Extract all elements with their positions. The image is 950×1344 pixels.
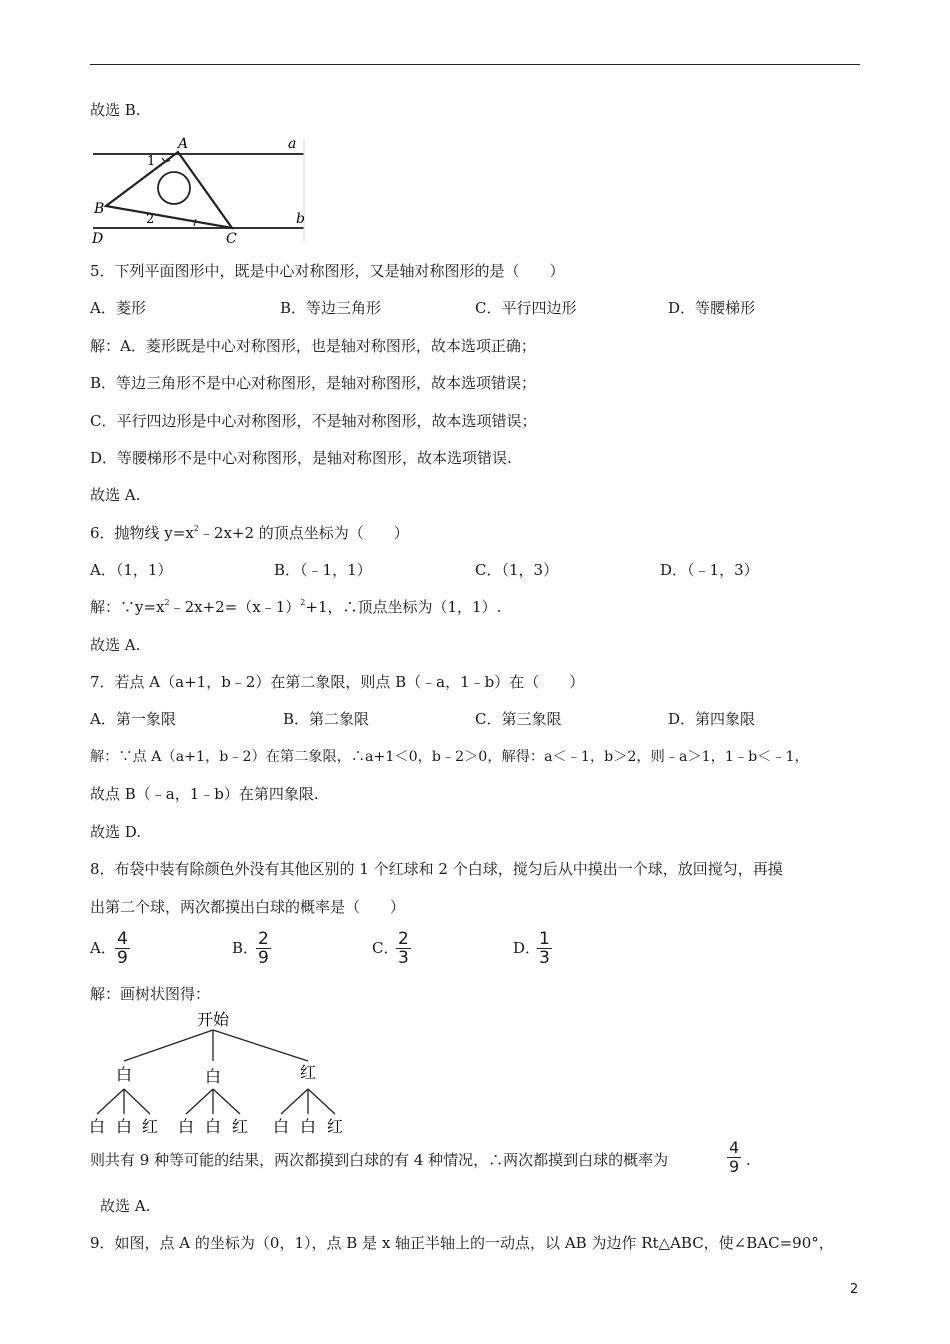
tree-level1-node: 白	[204, 1067, 222, 1086]
q5-solution-2: B．等边三角形不是中心对称图形，是轴对称图形，故本选项错误；	[90, 374, 537, 392]
q4-figure	[86, 134, 311, 246]
q9-question: 9．如图，点 A 的坐标为（0，1），点 B 是 x 轴正半轴上的一动点，以 AB 为边作 Rt△ABC，使∠BAC=90°，	[90, 1234, 834, 1252]
q7-question: 7．若点 A（a+1，b﹣2）在第二象限，则点 B（﹣a，1﹣b）在（ ）	[90, 673, 585, 691]
q5-option-c: C．平行四边形	[475, 299, 577, 317]
tree-level1-node: 白	[115, 1065, 133, 1084]
q8-conclusion-fraction: $\frac{4}{9}$	[729, 1138, 740, 1176]
tree-level2-node: 白	[115, 1117, 133, 1136]
fig-label-b: b	[296, 211, 305, 227]
fig-label-C: C	[226, 231, 237, 246]
q7-option-c: C．第三象限	[475, 710, 562, 728]
q8-conclusion: 则共有 9 种等可能的结果，两次都摸到白球的有 4 种情况，∴两次都摸到白球的概率为	[90, 1151, 669, 1169]
tree-level2-node: 白	[177, 1117, 195, 1136]
q6-option-c: C．（1，3）	[475, 561, 559, 579]
q7-solution-2: 故点 B（﹣a，1﹣b）在第四象限.	[90, 785, 319, 803]
fig-label-1: 1	[147, 154, 156, 169]
q7-option-d: D．第四象限	[668, 710, 756, 728]
q7-answer: 故选 D.	[90, 823, 142, 841]
q7-option-a: A．第一象限	[90, 710, 176, 728]
page-number: 2	[850, 1282, 859, 1297]
fig-label-A: A	[178, 136, 189, 152]
q8-answer: 故选 A.	[100, 1197, 151, 1215]
q8-solution-intro: 解：画树状图得：	[90, 985, 211, 1003]
q5-question: 5．下列平面图形中，既是中心对称图形，又是轴对称图形的是（ ）	[90, 262, 565, 280]
q8-question-1: 8．布袋中装有除颜色外没有其他区别的 1 个红球和 2 个白球，搅匀后从中摸出一个球，放回搅匀，再摸	[90, 860, 783, 878]
q8-option-d-label: D．	[513, 939, 541, 957]
tree-level2-node: 白	[88, 1117, 106, 1136]
q5-option-b: B．等边三角形	[280, 299, 382, 317]
q6-solution: 解：$\because y=x^2﹣2x+2=(x﹣1)^2+1$，∴顶点坐标为（1，1）.	[90, 598, 502, 616]
tree-level2-node: 白	[299, 1117, 317, 1136]
q8-option-a-fraction: $\frac{4}{9}$	[117, 929, 128, 968]
q6-question: 6．抛物线 $y=x^2﹣2x+2$ 的顶点坐标为（ ）	[90, 524, 409, 542]
q6-option-b: B．（﹣1，1）	[274, 561, 372, 579]
tree-level2-node: 红	[141, 1117, 159, 1136]
q8-option-a-label: A．	[90, 939, 116, 957]
q8-question-2: 出第二个球，两次都摸出白球的概率是（ ）	[90, 898, 406, 916]
q6-answer: 故选 A.	[90, 636, 141, 654]
q5-option-d: D．等腰梯形	[668, 299, 756, 317]
tree-level2-node: 白	[272, 1117, 290, 1136]
q8-option-b-fraction: $\frac{2}{9}$	[258, 929, 269, 968]
q8-conclusion-end: .	[746, 1151, 751, 1169]
q8-option-b-label: B．	[232, 939, 259, 957]
tree-level2-node: 白	[204, 1117, 222, 1136]
q5-answer: 故选 A.	[90, 486, 141, 504]
q5-option-a: A．菱形	[90, 299, 146, 317]
q5-solution-3: C．平行四边形是中心对称图形，不是轴对称图形，故本选项错误；	[90, 412, 537, 430]
q5-solution-4: D．等腰梯形不是中心对称图形，是轴对称图形，故本选项错误.	[90, 449, 512, 467]
q4-answer: 故选 B.	[90, 101, 141, 119]
q8-option-d-fraction: $\frac{1}{3}$	[539, 929, 550, 968]
tree-level2-node: 红	[231, 1117, 249, 1136]
probability-tree-diagram	[84, 1008, 354, 1140]
tree-root: 开始	[196, 1010, 230, 1029]
q5-solution-1: 解：A．菱形既是中心对称图形，也是轴对称图形，故本选项正确；	[90, 337, 536, 355]
fig-label-a: a	[288, 136, 297, 152]
q8-option-c-label: C．	[372, 939, 399, 957]
tree-level2-node: 红	[326, 1117, 344, 1136]
header-rule	[90, 64, 860, 65]
q8-option-c-fraction: $\frac{2}{3}$	[398, 929, 409, 968]
q7-option-b: B．第二象限	[283, 710, 370, 728]
q6-option-d: D．（﹣1，3）	[660, 561, 759, 579]
fig-label-B: B	[94, 201, 105, 217]
q6-option-a: A．（1，1）	[90, 561, 173, 579]
fig-label-2: 2	[146, 212, 155, 227]
q7-solution-1: 解：∵点 A（a+1，b﹣2）在第二象限，∴a+1＜0，b﹣2＞0，解得：a＜﹣1，b＞2，则﹣a＞1，1﹣b＜﹣1，	[90, 749, 809, 765]
fig-label-D: D	[92, 231, 104, 246]
tree-level1-node: 红	[299, 1063, 317, 1082]
